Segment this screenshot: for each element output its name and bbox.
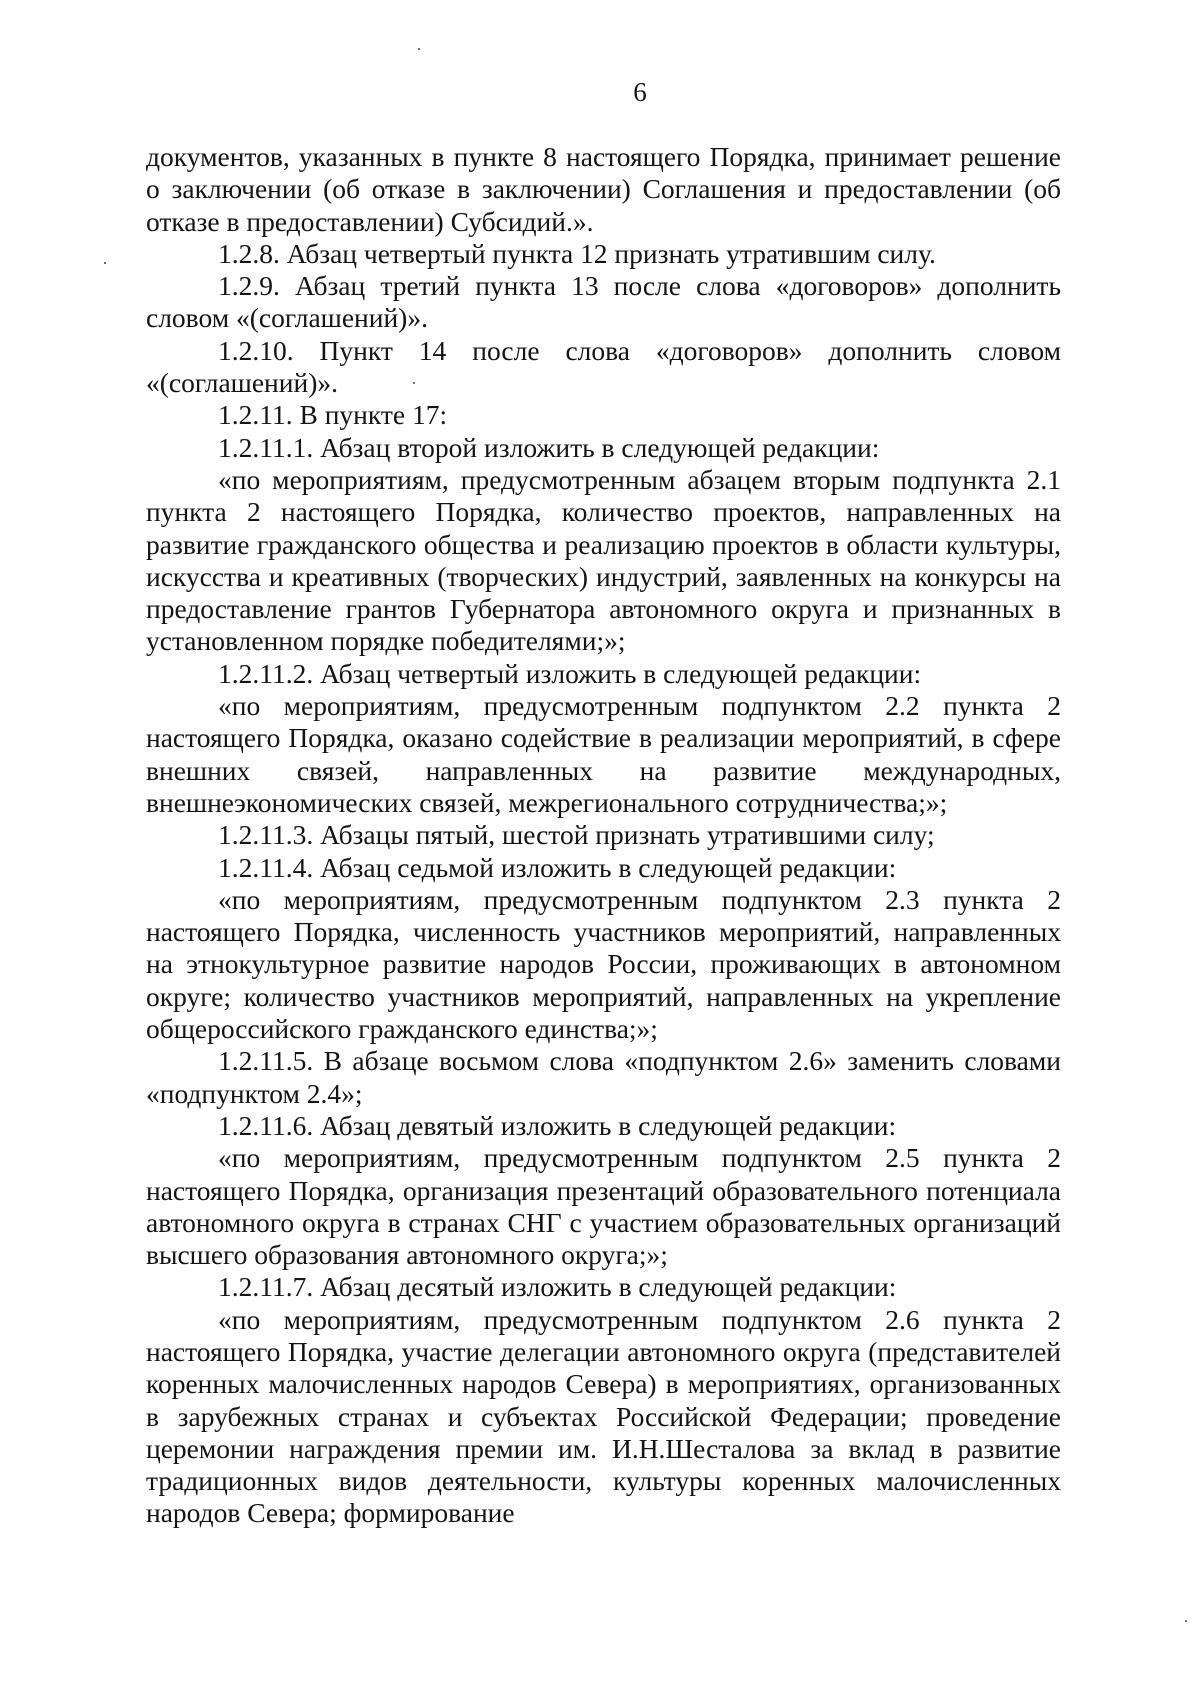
paragraph-1-2-11-6: 1.2.11.6. Абзац девятый изложить в следующей редакции: (218, 1109, 897, 1141)
paragraph-continuation: документов, указанных в пункте 8 настоящего Порядка, принимает решение о заключении (об отказе в заключении) Соглашения и предоставлении (об отказе в предоставлении) Субсидий.». (146, 141, 1061, 237)
paragraph-1-2-9: 1.2.9. Абзац третий пункта 13 после слова «договоров» дополнить словом «(соглашений)». (146, 270, 1061, 334)
paragraph-1-2-11-1: 1.2.11.1. Абзац второй изложить в следующей редакции: (218, 431, 880, 463)
quoted-paragraph: «по мероприятиям, предусмотренным абзацем вторым подпункта 2.1 пункта 2 настоящего Порядка, количество проектов, направленных на развитие гражданского общества и реализацию проектов в области культуры, искусства и креативных (творческих) индустрий, заявленных на конкурсы на предоставление грантов Губернатора автономного округа и признанных в установленном порядке победителями;»; (146, 463, 1061, 657)
page-number: 6 (633, 77, 647, 107)
scan-speck (418, 48, 420, 50)
scan-speck (104, 262, 106, 264)
paragraph-1-2-10: 1.2.10. Пункт 14 после слова «договоров» дополнить словом «(соглашений)». (146, 334, 1061, 399)
paragraph-1-2-8: 1.2.8. Абзац четвертый пункта 12 признать утратившим силу. (218, 237, 936, 269)
paragraph-1-2-11-4: 1.2.11.4. Абзац седьмой изложить в следующей редакции: (218, 851, 897, 883)
paragraph-1-2-11-3: 1.2.11.3. Абзацы пятый, шестой признать утратившими силу; (218, 819, 935, 851)
quoted-paragraph: «по мероприятиям, предусмотренным подпунктом 2.2 пункта 2 настоящего Порядка, оказано содействие в реализации мероприятий, в сфере внешних связей, направленных на развитие международных, внешнеэкономических связей, межрегионального сотрудничества;»; (146, 690, 1061, 818)
paragraph-1-2-11-5: 1.2.11.5. В абзаце восьмом слова «подпунктом 2.6» заменить словами «подпунктом 2.4»; (146, 1045, 1061, 1109)
paragraph-1-2-11-2: 1.2.11.2. Абзац четвертый изложить в следующей редакции: (218, 657, 922, 689)
quoted-paragraph: «по мероприятиям, предусмотренным подпунктом 2.3 пункта 2 настоящего Порядка, численность участников мероприятий, направленных на этнокультурное развитие народов России, проживающих в автономном округе; количество участников мероприятий, направленных на укрепление общероссийского гражданского единства;»; (146, 883, 1061, 1045)
quoted-paragraph: «по мероприятиям, предусмотренным подпунктом 2.6 пункта 2 настоящего Порядка, участие делегации автономного округа (представителей коренных малочисленных народов Севера) в мероприятиях, организованных в зарубежных странах и субъектах Российской Федерации; проведение церемонии награждения премии им. И.Н.Шесталова за вклад в развитие традиционных видов деятельности, культуры коренных малочисленных народов Севера; формирование (146, 1303, 1061, 1529)
paragraph-1-2-11: 1.2.11. В пункте 17: (218, 399, 448, 431)
quoted-paragraph: «по мероприятиям, предусмотренным подпунктом 2.5 пункта 2 настоящего Порядка, организация презентаций образовательного потенциала автономного округа в странах СНГ с участием образовательных организаций высшего образования автономного округа;»; (146, 1142, 1061, 1271)
paragraph-1-2-11-7: 1.2.11.7. Абзац десятый изложить в следующей редакции: (218, 1271, 897, 1303)
document-body (146, 141, 1061, 1530)
scan-speck (1185, 1620, 1187, 1622)
